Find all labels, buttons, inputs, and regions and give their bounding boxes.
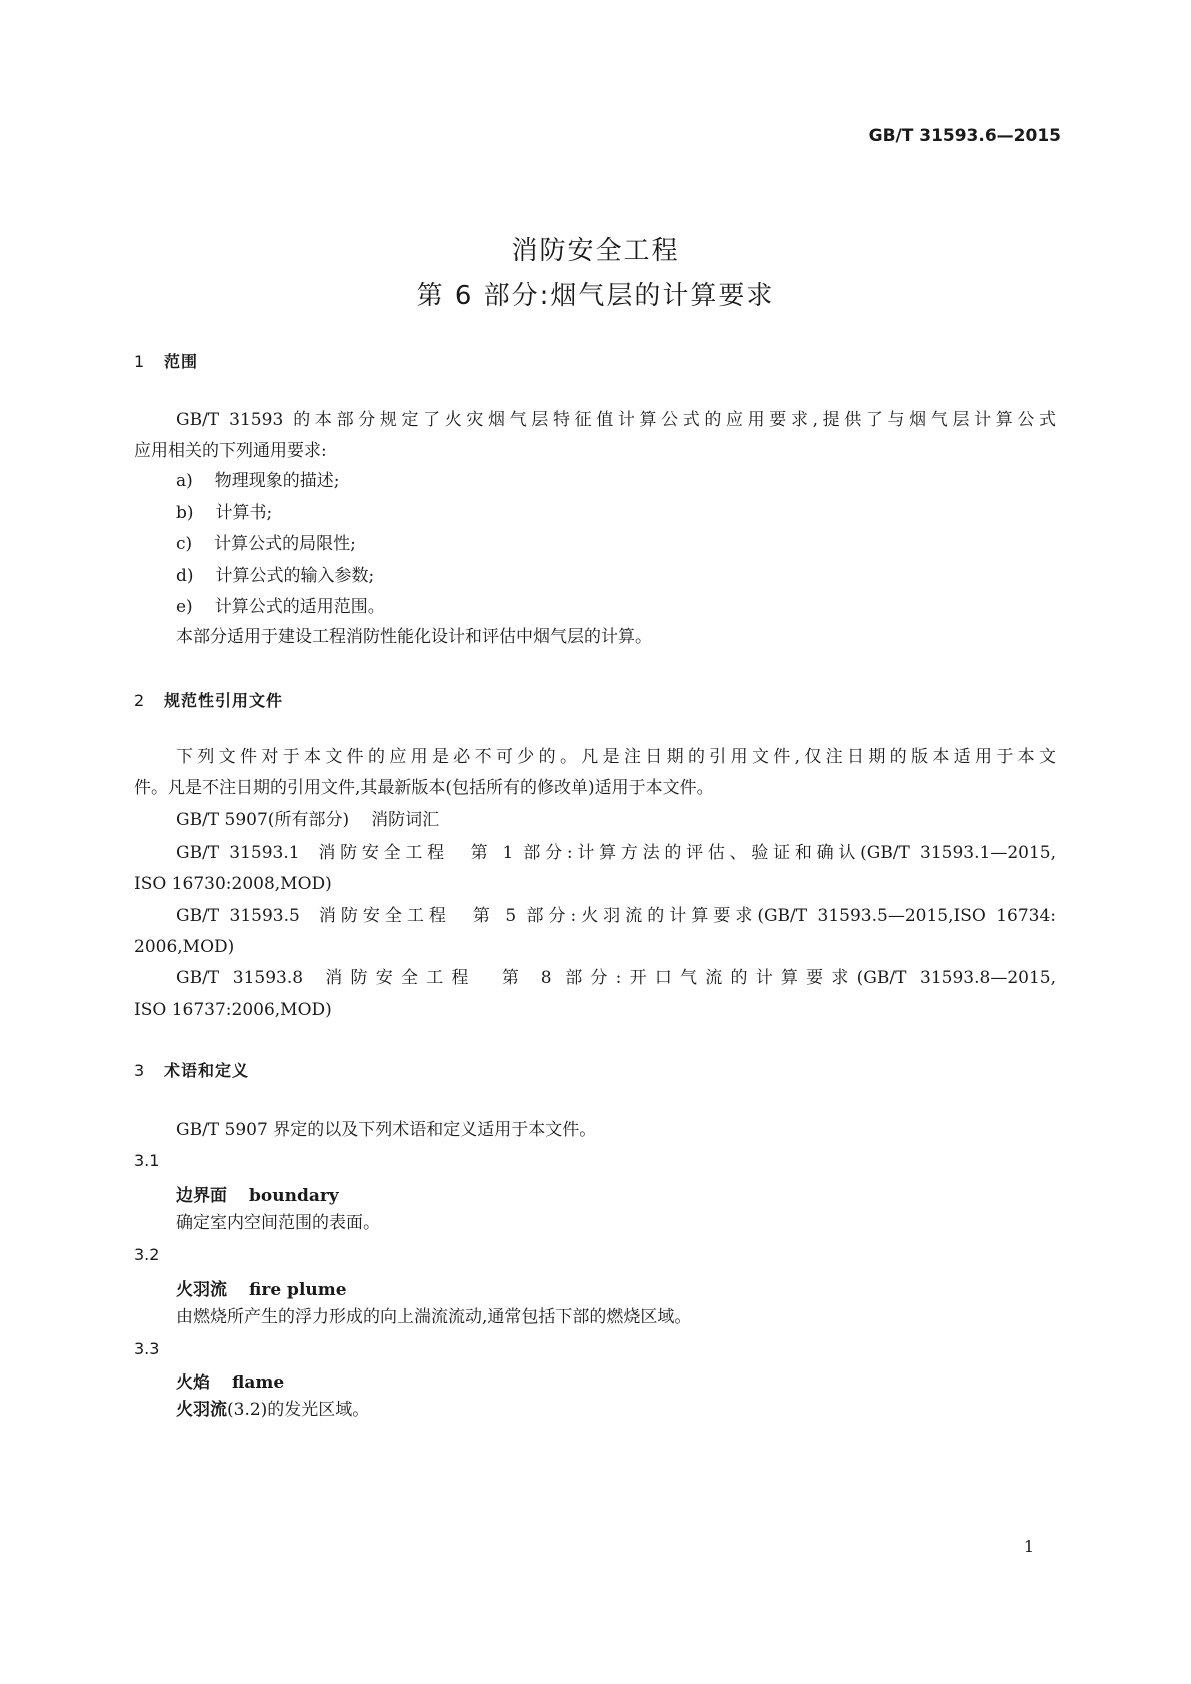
list-marker: a): [176, 471, 193, 491]
section-title: 术语和定义: [164, 1061, 250, 1080]
list-marker: d): [176, 566, 194, 586]
list-text: 计算公式的局限性;: [214, 534, 356, 554]
scope-statement: 本部分适用于建设工程消防性能化设计和评估中烟气层的计算。: [176, 627, 652, 647]
reference-item-cont: 2006,MOD): [134, 937, 235, 957]
term-heading: [176, 1275, 347, 1300]
list-text: 计算公式的适用范围。: [214, 597, 385, 617]
section-number: 2: [134, 691, 146, 710]
list-text: 计算公式的输入参数;: [215, 566, 375, 586]
term-zh: 火羽流: [176, 1280, 227, 1300]
section-3-intro: GB/T 5907 界定的以及下列术语和定义适用于本文件。: [176, 1120, 597, 1140]
section-number: 3: [134, 1061, 146, 1080]
reference-code: GB/T 31593.5: [176, 906, 300, 926]
section-1-intro-cont: 应用相关的下列通用要求:: [134, 441, 327, 461]
list-text: 物理现象的描述;: [214, 471, 340, 491]
list-item: [176, 468, 340, 494]
reference-item: [176, 903, 1056, 929]
section-2-intro: 下列文件对于本文件的应用是必不可少的。凡是注日期的引用文件,仅注日期的版本适用于本文: [176, 747, 1056, 767]
term-heading: [176, 1368, 284, 1393]
section-1-heading: [134, 349, 198, 372]
reference-item-cont: ISO 16737:2006,MOD): [134, 1000, 332, 1020]
term-zh: 火焰: [176, 1373, 210, 1393]
reference-title: 消防安全工程 第 8 部分:开口气流的计算要求(GB/T 31593.8—2015,: [317, 968, 1057, 988]
term-en: flame: [232, 1373, 285, 1393]
list-item: [176, 563, 374, 589]
term-number: 3.1: [134, 1151, 160, 1170]
term-definition: 由燃烧所产生的浮力形成的向上湍流流动,通常包括下部的燃烧区域。: [176, 1307, 692, 1327]
section-2-intro-cont: 件。凡是不注日期的引用文件,其最新版本(包括所有的修改单)适用于本文件。: [134, 778, 714, 798]
reference-code: GB/T 31593.8: [176, 968, 304, 988]
list-item: [176, 594, 385, 620]
section-3-heading: [134, 1058, 249, 1081]
document-title: 消防安全工程: [511, 236, 680, 266]
list-item: [176, 531, 356, 557]
section-number: 1: [134, 352, 146, 371]
list-marker: b): [176, 503, 194, 523]
term-zh: 边界面: [176, 1186, 227, 1206]
reference-code: GB/T 31593.1: [176, 843, 300, 863]
section-2-heading: [134, 688, 283, 711]
term-definition-text: (3.2)的发光区域。: [227, 1400, 370, 1420]
reference-title: 消防词汇: [371, 810, 440, 830]
reference-item: [176, 840, 1056, 866]
reference-item: [176, 965, 1056, 991]
section-1-intro: GB/T 31593 的本部分规定了火灾烟气层特征值计算公式的应用要求,提供了与烟气层计算公式: [176, 410, 1056, 430]
term-en: boundary: [249, 1186, 339, 1206]
term-number: 3.2: [134, 1245, 160, 1264]
list-marker: c): [176, 534, 193, 554]
page-number: 1: [1023, 1537, 1034, 1556]
list-item: [176, 500, 272, 526]
term-definition: 确定室内空间范围的表面。: [176, 1213, 380, 1233]
document-subtitle: 第 6 部分:烟气层的计算要求: [416, 281, 775, 311]
term-en: fire plume: [249, 1280, 347, 1300]
reference-item: [176, 807, 439, 833]
section-title: 范围: [164, 352, 199, 371]
list-text: 计算书;: [215, 503, 273, 523]
list-marker: e): [176, 597, 193, 617]
term-definition: [176, 1397, 369, 1423]
term-reference: 火羽流: [176, 1400, 227, 1420]
term-number: 3.3: [134, 1339, 160, 1358]
term-heading: [176, 1181, 339, 1206]
reference-code: GB/T 5907(所有部分): [176, 810, 350, 830]
reference-title: 消防安全工程 第 1 部分:计算方法的评估、验证和确认(GB/T 31593.1—2015,: [313, 843, 1056, 863]
reference-item-cont: ISO 16730:2008,MOD): [134, 874, 332, 894]
section-title: 规范性引用文件: [164, 691, 284, 710]
standard-number: GB/T 31593.6—2015: [868, 126, 1061, 146]
reference-title: 消防安全工程 第 5 部分:火羽流的计算要求(GB/T 31593.5—2015,ISO 16734:: [313, 906, 1056, 926]
